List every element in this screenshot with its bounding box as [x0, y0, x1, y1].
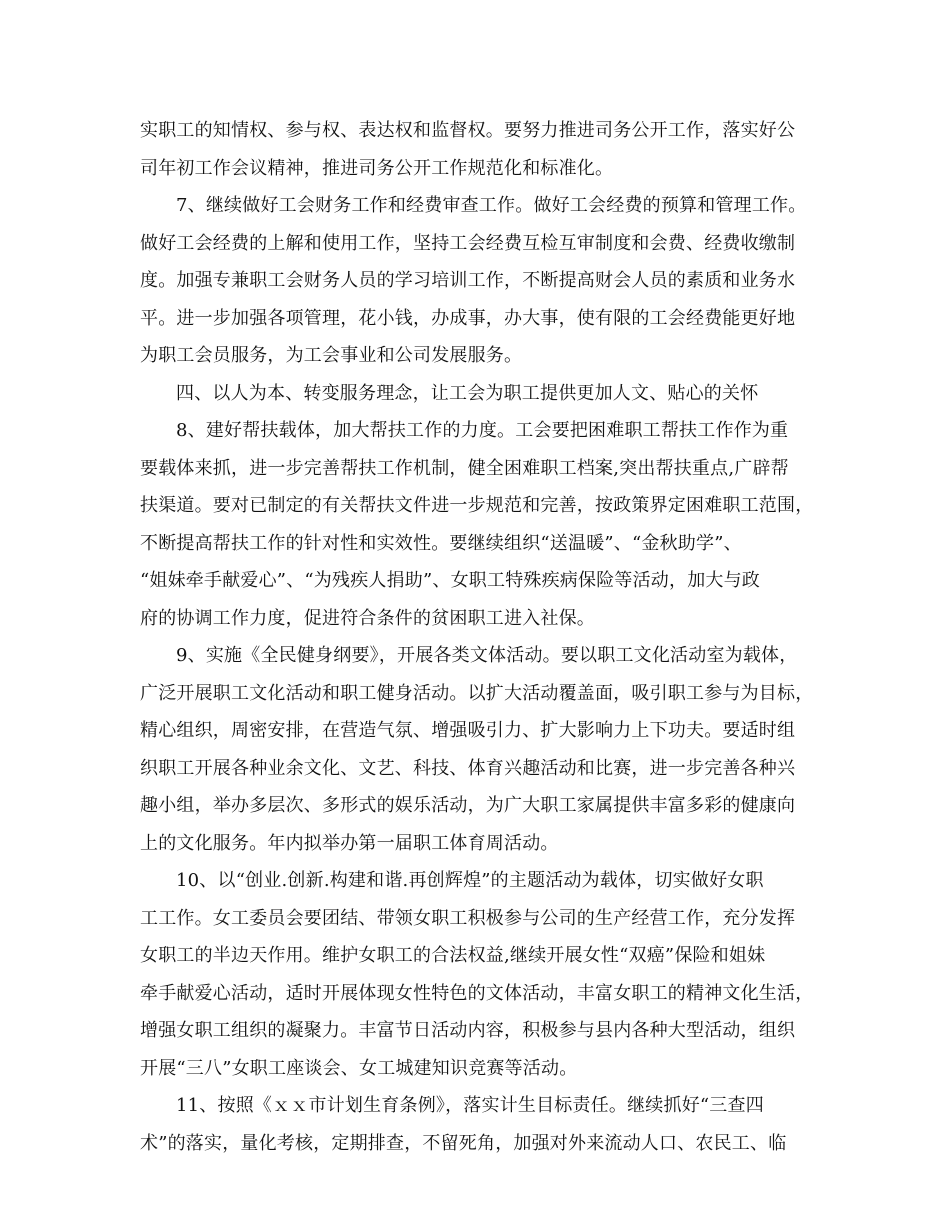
paragraph-first-line: 8、建好帮扶载体，加大帮扶工作的力度。工会要把困难职工帮扶工作作为重: [176, 420, 789, 441]
paragraph-line: 平。进一步加强各项管理，花小钱，办成事，办大事，使有限的工会经费能更好地: [140, 307, 796, 329]
paragraph-first-line: 10、以“创业.创新.构建和谐.再创辉煌”的主题活动为载体，切实做好女职: [176, 870, 764, 891]
paragraph-line: 增强女职工组织的凝聚力。丰富节日活动内容，积极参与县内各种大型活动，组织: [140, 1020, 796, 1041]
paragraph-line: 趣小组，举办多层次、多形式的娱乐活动，为广大职工家属提供丰富多彩的健康向: [140, 795, 796, 816]
paragraph-line: 做好工会经费的上解和使用工作，坚持工会经费互检互审制度和会费、经费收缴制: [140, 232, 796, 254]
document-body: [140, 112, 816, 1162]
paragraph-line: 府的协调工作力度，促进符合条件的贫困职工进入社保。: [140, 607, 595, 629]
paragraph-line: 精心组织，周密安排，在营造气氛、增强吸引力、扩大影响力上下功夫。要适时组: [140, 720, 796, 741]
paragraph-line: 实职工的知情权、参与权、表达权和监督权。要努力推进司务公开工作，落实好公: [140, 120, 796, 141]
paragraph-line: 度。加强专兼职工会财务人员的学习培训工作，不断提高财会人员的素质和业务水: [140, 270, 796, 291]
paragraph-line: 广泛开展职工文化活动和职工健身活动。以扩大活动覆盖面，吸引职工参与为目标，: [140, 682, 814, 704]
paragraph-line: 上的文化服务。年内拟举办第一届职工体育周活动。: [140, 832, 559, 854]
paragraph-first-line: 7、继续做好工会财务工作和经费审查工作。做好工会经费的预算和管理工作。: [176, 195, 807, 216]
paragraph-line: 开展“三八”女职工座谈会、女工城建知识竞赛等活动。: [140, 1057, 578, 1079]
paragraph-line: 不断提高帮扶工作的针对性和实效性。要继续组织“送温暖”、“金秋助学”、: [140, 532, 742, 554]
paragraph-line: 为职工会员服务，为工会事业和公司发展服务。: [140, 345, 523, 366]
paragraph-line: 工工作。女工委员会要团结、带领女职工积极参与公司的生产经营工作，充分发挥: [140, 907, 796, 929]
paragraph-first-line: 四、以人为本、转变服务理念，让工会为职工提供更加人文、贴心的关怀: [176, 382, 759, 404]
paragraph-line: “姐妹牵手献爱心”、“为残疾人捐助”、女职工特殊疾病保险等活动，加大与政: [140, 570, 761, 591]
paragraph-first-line: 11、按照《ｘｘ市计划生育条例》，落实计生目标责任。继续抓好“三查四: [176, 1095, 764, 1116]
paragraph-line: 术”的落实，量化考核，定期排查，不留死角，加强对外来流动人口、农民工、临: [140, 1132, 787, 1154]
paragraph-line: 牵手献爱心活动，适时开展体现女性特色的文体活动，丰富女职工的精神文化生活，: [140, 982, 814, 1004]
paragraph-first-line: 9、实施《全民健身纲要》，开展各类文体活动。要以职工文化活动室为载体，: [176, 645, 798, 666]
paragraph-line: 织职工开展各种业余文化、文艺、科技、体育兴趣活动和比赛，进一步完善各种兴: [140, 757, 796, 779]
paragraph-line: 扶渠道。要对已制定的有关帮扶文件进一步规范和完善，按政策界定困难职工范围，: [140, 495, 814, 516]
paragraph-line: 司年初工作会议精神，推进司务公开工作规范化和标准化。: [140, 157, 614, 179]
paragraph-line: 要载体来抓，进一步完善帮扶工作机制，健全困难职工档案,突出帮扶重点,广辟帮: [140, 457, 789, 479]
paragraph-line: 女职工的半边天作用。维护女职工的合法权益,继续开展女性“双癌”保险和姐妹: [140, 945, 766, 966]
